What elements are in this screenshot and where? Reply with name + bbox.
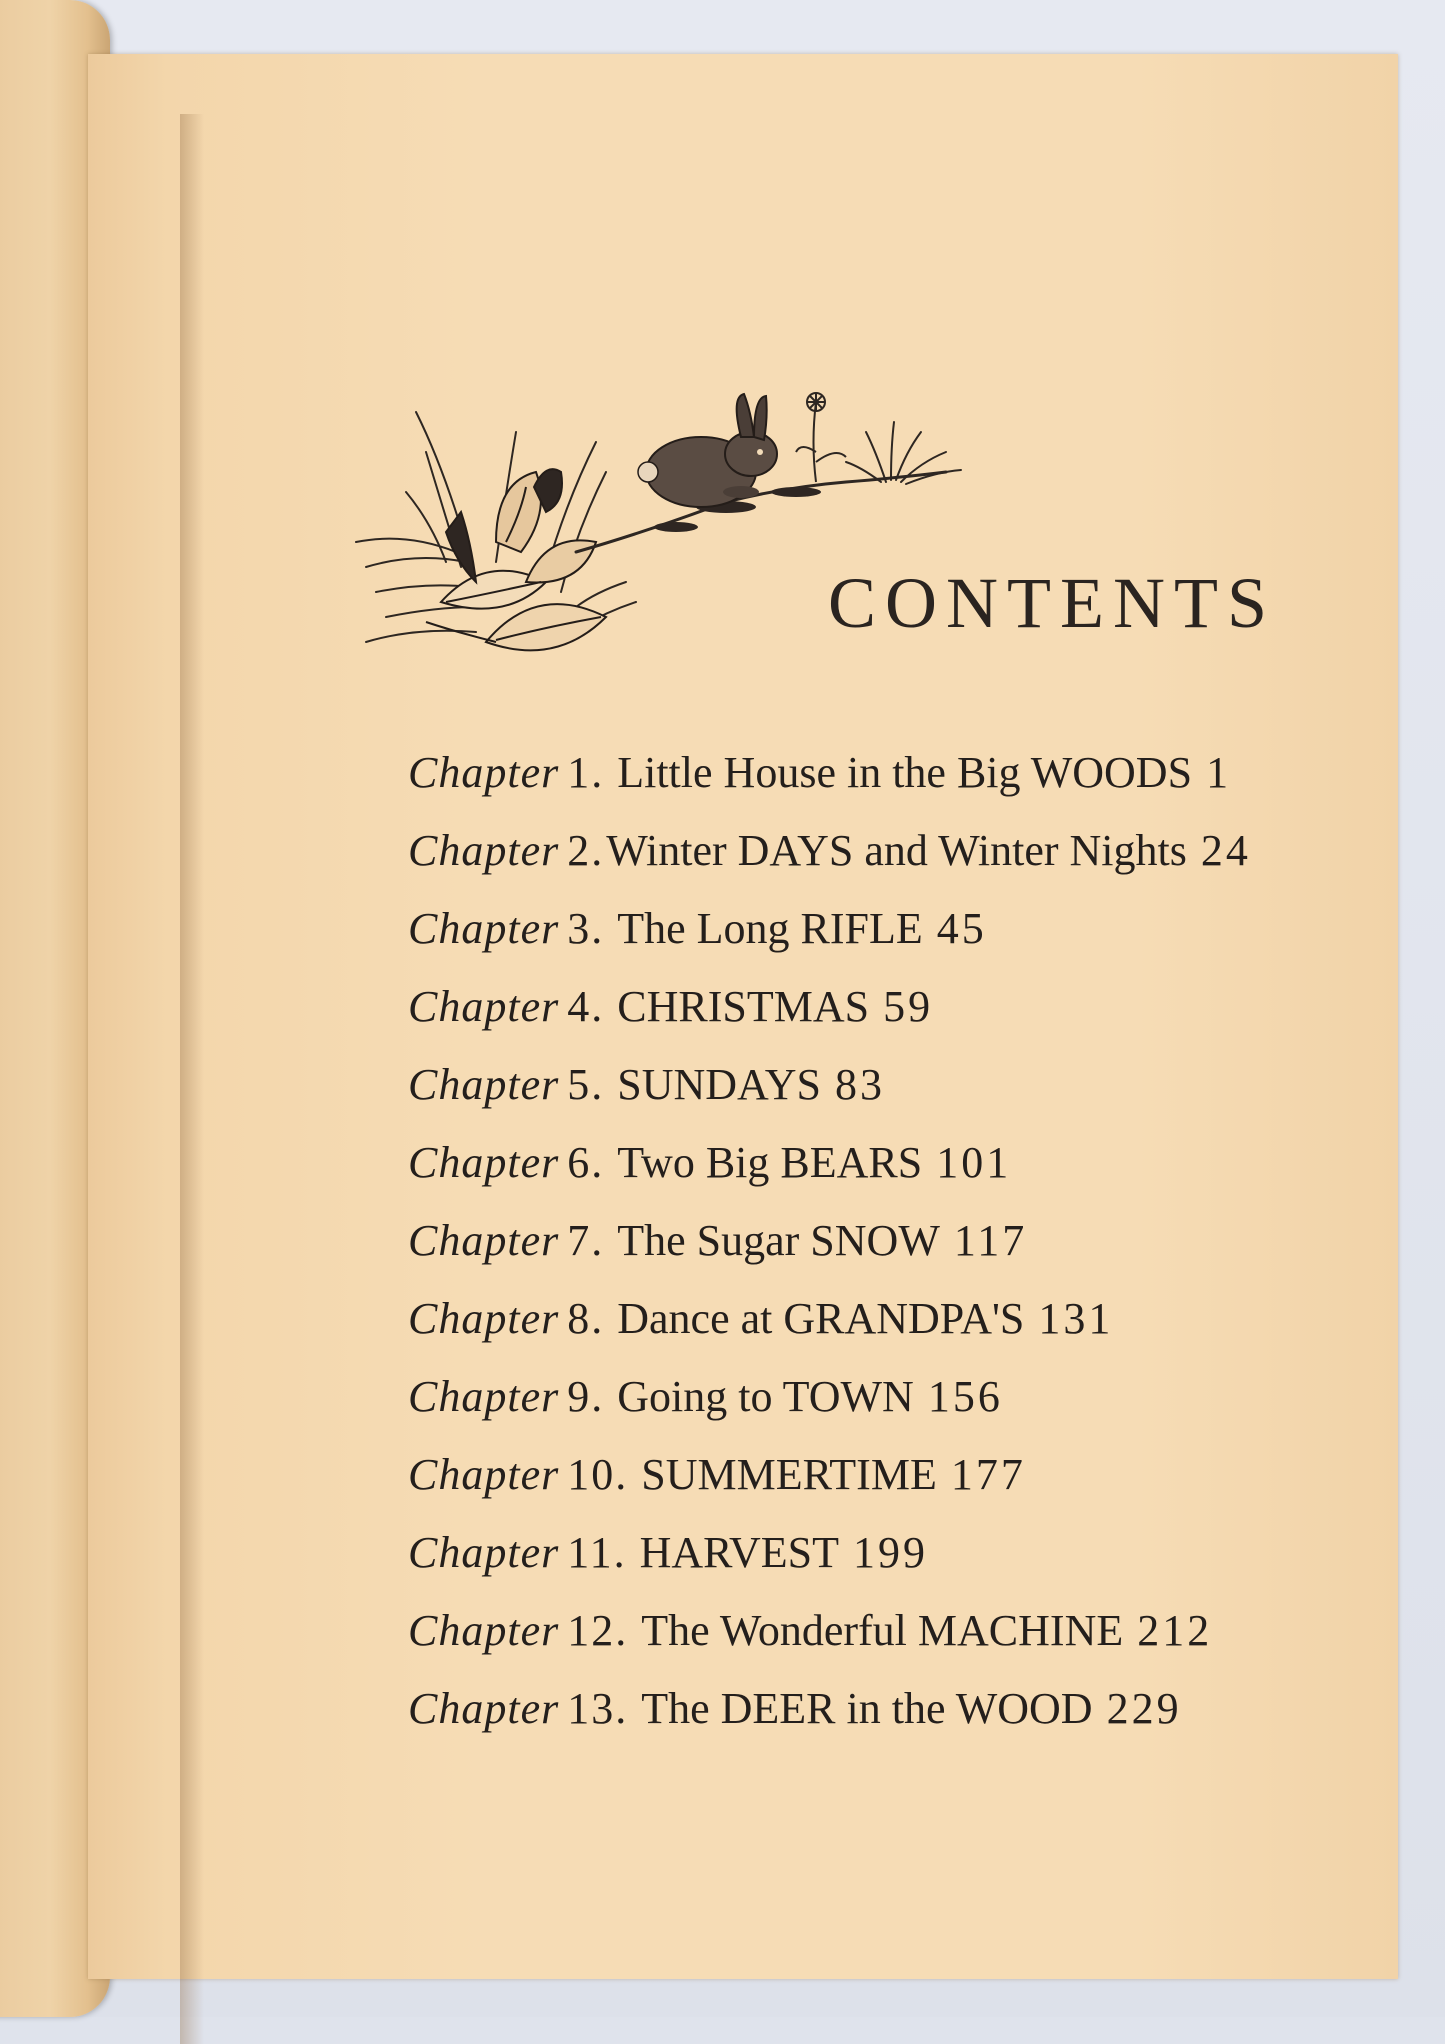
chapter-page-number: 229: [1106, 1684, 1182, 1733]
chapter-number: 9.: [567, 1372, 605, 1421]
chapter-page-number: 59: [883, 982, 934, 1031]
book-page: [88, 54, 1398, 1979]
chapter-label: Chapter: [408, 1450, 560, 1499]
chapter-number: 2.: [567, 826, 605, 875]
chapter-title: Dance at GRANDPA'S: [617, 1294, 1025, 1343]
page-gutter-shadow: [180, 114, 204, 2044]
chapter-title: Little House in the Big WOODS: [617, 748, 1193, 797]
chapter-title: SUNDAYS: [617, 1060, 822, 1109]
chapter-title: SUMMERTIME: [641, 1450, 937, 1499]
chapter-number: 11.: [567, 1528, 627, 1577]
chapter-page-number: 24: [1200, 826, 1251, 875]
toc-entry: [408, 1436, 1408, 1514]
chapter-label: Chapter: [408, 826, 560, 875]
toc-entry: [408, 1124, 1408, 1202]
chapter-label: Chapter: [408, 1606, 560, 1655]
toc-entry: [408, 890, 1408, 968]
toc-entry: [408, 968, 1408, 1046]
chapter-page-number: 83: [835, 1060, 886, 1109]
chapter-label: Chapter: [408, 982, 560, 1031]
chapter-label: Chapter: [408, 1294, 560, 1343]
chapter-number: 4.: [567, 982, 605, 1031]
toc-entry: [408, 1592, 1408, 1670]
toc-entry: [408, 1046, 1408, 1124]
chapter-label: Chapter: [408, 1684, 560, 1733]
chapter-number: 13.: [567, 1684, 629, 1733]
chapter-number: 7.: [567, 1216, 605, 1265]
chapter-page-number: 101: [936, 1138, 1012, 1187]
toc-entry: [408, 812, 1408, 890]
chapter-title: Winter DAYS and Winter Nights: [606, 826, 1187, 875]
toc-entry: [408, 1670, 1408, 1748]
chapter-page-number: 212: [1137, 1606, 1213, 1655]
chapter-label: Chapter: [408, 1528, 560, 1577]
page-title: CONTENTS: [828, 563, 1276, 643]
chapter-page-number: 45: [936, 904, 987, 953]
chapter-number: 3.: [567, 904, 605, 953]
chapter-label: Chapter: [408, 748, 560, 797]
toc-entry: [408, 1514, 1408, 1592]
chapter-label: Chapter: [408, 1372, 560, 1421]
chapter-title: The DEER in the WOOD: [641, 1684, 1093, 1733]
chapter-label: Chapter: [408, 1216, 560, 1265]
chapter-title: CHRISTMAS: [617, 982, 870, 1031]
chapter-page-number: 131: [1038, 1294, 1114, 1343]
chapter-label: Chapter: [408, 1060, 560, 1109]
toc-entry: [408, 1280, 1408, 1358]
chapter-number: 6.: [567, 1138, 605, 1187]
table-of-contents: [408, 734, 1408, 1748]
chapter-label: Chapter: [408, 1138, 560, 1187]
chapter-number: 8.: [567, 1294, 605, 1343]
chapter-title: HARVEST: [639, 1528, 839, 1577]
chapter-page-number: 199: [852, 1528, 928, 1577]
chapter-number: 1.: [567, 748, 605, 797]
toc-entry: [408, 1202, 1408, 1280]
toc-entry: [408, 734, 1408, 812]
chapter-title: The Long RIFLE: [617, 904, 923, 953]
chapter-number: 10.: [567, 1450, 629, 1499]
toc-entry: [408, 1358, 1408, 1436]
chapter-page-number: 156: [927, 1372, 1003, 1421]
chapter-page-number: 1: [1206, 748, 1232, 797]
chapter-number: 12.: [567, 1606, 629, 1655]
chapter-number: 5.: [567, 1060, 605, 1109]
chapter-title: Going to TOWN: [617, 1372, 914, 1421]
chapter-page-number: 117: [953, 1216, 1028, 1265]
chapter-label: Chapter: [408, 904, 560, 953]
chapter-title: Two Big BEARS: [617, 1138, 923, 1187]
chapter-page-number: 177: [950, 1450, 1026, 1499]
chapter-title: The Sugar SNOW: [617, 1216, 940, 1265]
chapter-title: The Wonderful MACHINE: [641, 1606, 1124, 1655]
